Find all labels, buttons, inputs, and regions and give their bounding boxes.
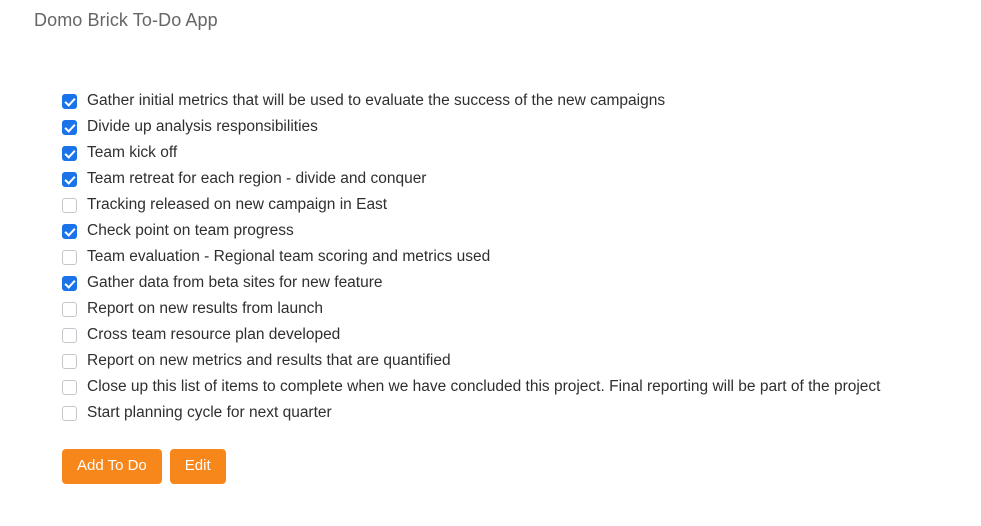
- checkbox-unchecked-icon[interactable]: [62, 380, 77, 395]
- action-buttons: [62, 449, 226, 484]
- todo-item[interactable]: [62, 218, 962, 244]
- checkbox-checked-icon[interactable]: [62, 276, 77, 291]
- edit-button[interactable]: Edit: [170, 449, 226, 484]
- checkbox-checked-icon[interactable]: [62, 172, 77, 187]
- todo-item-label: Gather data from beta sites for new feature: [87, 274, 383, 291]
- todo-item[interactable]: [62, 270, 962, 296]
- checkbox-unchecked-icon[interactable]: [62, 302, 77, 317]
- todo-item-label: Cross team resource plan developed: [87, 326, 341, 343]
- todo-item-label: Start planning cycle for next quarter: [87, 404, 332, 421]
- todo-item-label: Team retreat for each region - divide and conquer: [87, 170, 427, 187]
- todo-item-label: Tracking released on new campaign in East: [87, 196, 388, 213]
- todo-item[interactable]: [62, 192, 962, 218]
- todo-item-label: Close up this list of items to complete when we have concluded this project. Final reporting will be part of the project: [87, 378, 881, 395]
- todo-list: [62, 88, 962, 426]
- checkbox-checked-icon[interactable]: [62, 120, 77, 135]
- todo-item-label: Team evaluation - Regional team scoring and metrics used: [87, 248, 491, 265]
- todo-item[interactable]: [62, 88, 962, 114]
- todo-item-label: Divide up analysis responsibilities: [87, 118, 318, 135]
- todo-item-label: Report on new results from launch: [87, 300, 324, 317]
- todo-item[interactable]: [62, 244, 962, 270]
- todo-item[interactable]: [62, 400, 962, 426]
- todo-item[interactable]: [62, 296, 962, 322]
- checkbox-unchecked-icon[interactable]: [62, 328, 77, 343]
- checkbox-unchecked-icon[interactable]: [62, 406, 77, 421]
- todo-item[interactable]: [62, 322, 962, 348]
- todo-item[interactable]: [62, 166, 962, 192]
- todo-item-label: Check point on team progress: [87, 222, 294, 239]
- todo-item[interactable]: [62, 140, 962, 166]
- checkbox-checked-icon[interactable]: [62, 94, 77, 109]
- todo-item-label: Report on new metrics and results that are quantified: [87, 352, 451, 369]
- todo-item-label: Gather initial metrics that will be used to evaluate the success of the new campaigns: [87, 92, 666, 109]
- todo-item[interactable]: [62, 348, 962, 374]
- page-title: Domo Brick To-Do App: [34, 10, 218, 30]
- checkbox-unchecked-icon[interactable]: [62, 198, 77, 213]
- todo-item-label: Team kick off: [87, 144, 178, 161]
- checkbox-checked-icon[interactable]: [62, 146, 77, 161]
- todo-item[interactable]: [62, 374, 962, 400]
- checkbox-unchecked-icon[interactable]: [62, 250, 77, 265]
- checkbox-checked-icon[interactable]: [62, 224, 77, 239]
- checkbox-unchecked-icon[interactable]: [62, 354, 77, 369]
- add-todo-button[interactable]: Add To Do: [62, 449, 162, 484]
- todo-item[interactable]: [62, 114, 962, 140]
